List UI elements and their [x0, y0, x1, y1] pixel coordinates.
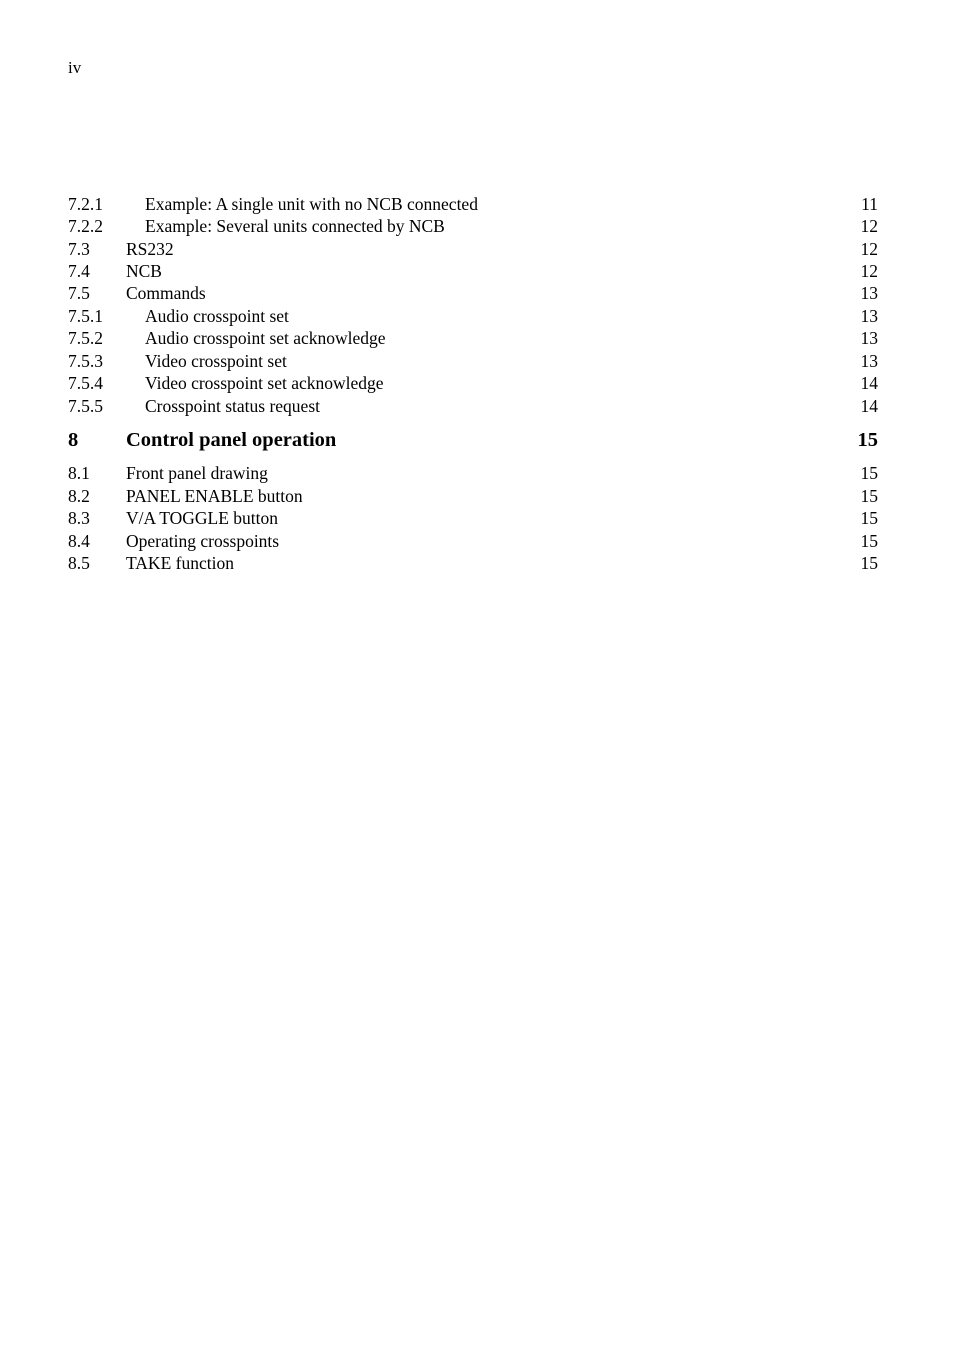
toc-entry-title: V/A TOGGLE button [126, 508, 278, 528]
toc-entry-title: TAKE function [126, 553, 234, 573]
toc-entry-page: 15 [860, 463, 878, 483]
toc-entry [68, 238, 878, 260]
toc-entry-number: 7.4 [68, 261, 90, 281]
toc-entry-page: 14 [860, 396, 878, 416]
toc-entry [68, 350, 878, 372]
toc-entry [68, 305, 878, 327]
toc-entry-title: Operating crosspoints [126, 531, 280, 551]
toc-entry-title: Audio crosspoint set acknowledge [145, 328, 386, 348]
toc-entry-number: 8.2 [68, 486, 90, 506]
toc-entry [68, 282, 878, 304]
toc-entry-page: 15 [860, 531, 878, 551]
toc-entry-title: Commands [126, 283, 206, 303]
toc-entry-number: 7.3 [68, 239, 90, 259]
toc-entry-title: Example: Several units connected by NCB [145, 216, 445, 236]
toc-entry-page: 12 [860, 216, 878, 236]
toc-entry-number: 8.1 [68, 463, 90, 483]
toc-entry [68, 372, 878, 394]
toc-entry-title: NCB [126, 261, 162, 281]
toc-entry-page: 13 [860, 328, 878, 348]
toc-entry-number: 7.5.2 [68, 328, 103, 348]
toc-entry [68, 507, 878, 529]
toc-entry-page: 12 [860, 239, 878, 259]
toc-entry [68, 260, 878, 282]
toc-entry-number: 7.5.4 [68, 373, 103, 393]
toc-entry-page: 15 [860, 486, 878, 506]
toc-entry-page: 14 [860, 373, 878, 393]
toc-entry [68, 327, 878, 349]
toc-entry-number: 7.5.5 [68, 396, 103, 416]
toc-entry-title: Audio crosspoint set [145, 306, 289, 326]
toc-entry [68, 530, 878, 552]
toc-entry-title: Control panel operation [126, 429, 337, 451]
toc-entry-number: 7.2.2 [68, 216, 103, 236]
toc-entry-number: 7.5.3 [68, 351, 103, 371]
toc-entry-title: Video crosspoint set acknowledge [145, 373, 384, 393]
toc-entry-number: 7.2.1 [68, 194, 103, 214]
toc-entry-number: 7.5 [68, 283, 90, 303]
toc-entry-page: 12 [860, 261, 878, 281]
toc-entry-page: 15 [857, 429, 878, 451]
toc-entry-title: Example: A single unit with no NCB connected [145, 194, 478, 214]
toc-entry-title: Crosspoint status request [145, 396, 320, 416]
toc-entry-page: 13 [860, 283, 878, 303]
toc-entry [68, 485, 878, 507]
toc-entry [68, 193, 878, 215]
toc-entry-page: 11 [861, 194, 878, 214]
toc-entry-number: 8.5 [68, 553, 90, 573]
toc-entry-title: RS232 [126, 239, 174, 259]
toc-entry-number: 8.3 [68, 508, 90, 528]
toc-entry [68, 215, 878, 237]
toc-entry-title: PANEL ENABLE button [126, 486, 303, 506]
toc-entry-number: 8 [68, 429, 79, 451]
toc-entry [68, 552, 878, 574]
toc-chapter-entry [68, 427, 878, 453]
toc-entry-number: 8.4 [68, 531, 90, 551]
toc-entry-page: 13 [860, 306, 878, 326]
toc-entry-number: 7.5.1 [68, 306, 103, 326]
toc-entry-page: 13 [860, 351, 878, 371]
toc-entry [68, 395, 878, 417]
toc-entry-page: 15 [860, 553, 878, 573]
toc-entry-title: Video crosspoint set [145, 351, 287, 371]
toc-entry-title: Front panel drawing [126, 463, 268, 483]
page-number: iv [68, 58, 82, 77]
toc-entry [68, 462, 878, 484]
toc-entry-page: 15 [860, 508, 878, 528]
